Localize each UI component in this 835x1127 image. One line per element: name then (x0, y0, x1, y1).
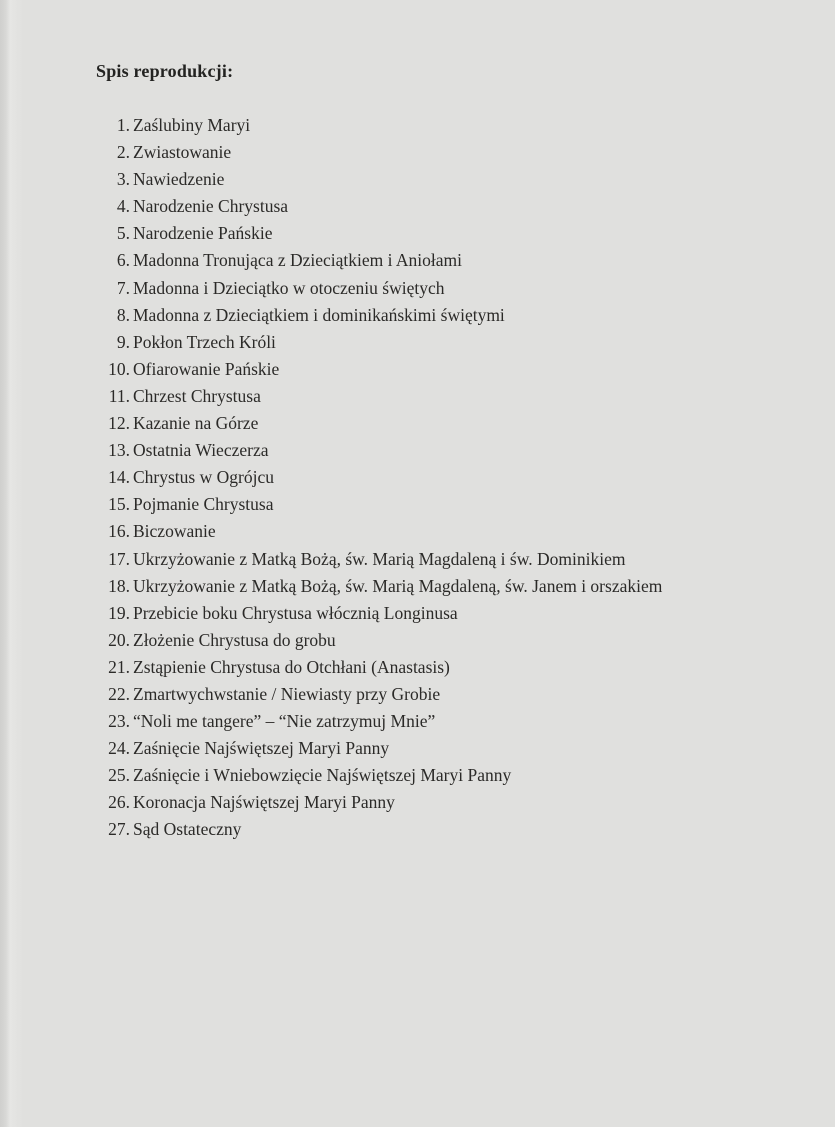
list-item-label: “Noli me tangere” – “Nie zatrzymuj Mnie” (133, 711, 436, 732)
list-item (96, 193, 662, 220)
list-item-label: Ukrzyżowanie z Matką Bożą, św. Marią Magdaleną i św. Dominikiem (133, 548, 626, 569)
list-item (96, 573, 662, 600)
list-item-label: Złożenie Chrystusa do grobu (133, 629, 336, 650)
list-item-label: Chrystus w Ogrójcu (133, 467, 274, 488)
list-item-number: 7. (116, 277, 130, 298)
list-item-label: Sąd Ostateczny (133, 819, 242, 840)
list-item (96, 329, 662, 356)
list-item-label: Koronacja Najświętszej Maryi Panny (133, 792, 395, 813)
list-item-label: Narodzenie Chrystusa (133, 196, 289, 217)
list-item-number: 15. (108, 494, 130, 515)
list-item-label: Zmartwychwstanie / Niewiasty przy Grobie (133, 683, 441, 704)
list-item (96, 275, 662, 302)
list-item-label: Zaśnięcie Najświętszej Maryi Panny (133, 738, 390, 759)
list-item (96, 789, 662, 816)
list-item (96, 166, 662, 193)
list-item-label: Pojmanie Chrystusa (133, 494, 274, 515)
list-item-number: 22. (108, 683, 130, 704)
list-item (96, 464, 662, 491)
list-item-label: Nawiedzenie (133, 169, 225, 190)
list-item-label: Narodzenie Pańskie (133, 223, 273, 244)
list-item (96, 762, 662, 789)
list-item-number: 21. (108, 656, 130, 677)
list-item (96, 546, 662, 573)
reproduction-list (96, 112, 662, 844)
list-item-number: 20. (108, 629, 130, 650)
list-item (96, 627, 662, 654)
list-item-number: 25. (108, 765, 130, 786)
list-item-number: 24. (108, 738, 130, 759)
list-item-number: 14. (108, 467, 130, 488)
list-item (96, 139, 662, 166)
list-item-label: Biczowanie (133, 521, 216, 542)
list-item-number: 27. (108, 819, 130, 840)
list-item-label: Ostatnia Wieczerza (133, 440, 269, 461)
list-item (96, 518, 662, 545)
list-item-label: Chrzest Chrystusa (133, 385, 261, 406)
list-item-label: Kazanie na Górze (133, 413, 259, 434)
list-item-number: 18. (108, 575, 130, 596)
list-item (96, 383, 662, 410)
list-item-number: 2. (116, 142, 130, 163)
list-item (96, 600, 662, 627)
list-item-number: 1. (116, 115, 130, 135)
list-item-label: Madonna z Dzieciątkiem i dominikańskimi świętymi (133, 304, 505, 325)
list-item-number: 17. (108, 548, 130, 569)
list-item-number: 9. (116, 331, 130, 352)
list-item-label: Pokłon Trzech Króli (133, 331, 276, 352)
list-item (96, 816, 662, 843)
list-item-label: Madonna Tronująca z Dzieciątkiem i Aniołami (133, 250, 463, 271)
list-item-number: 6. (116, 250, 130, 271)
list-item-label: Zstąpienie Chrystusa do Otchłani (Anastasis) (133, 656, 450, 677)
list-item-number: 13. (108, 440, 130, 461)
list-item (96, 220, 662, 247)
list-item-label: Madonna i Dzieciątko w otoczeniu świętych (133, 277, 445, 298)
list-item (96, 410, 662, 437)
list-item-number: 4. (116, 196, 130, 217)
list-item-number: 8. (116, 304, 130, 325)
list-item-number: 23. (108, 711, 130, 732)
list-item-number: 26. (108, 792, 130, 813)
list-item-number: 12. (108, 413, 130, 434)
scanned-page-edge-shadow (0, 0, 24, 1127)
list-item-number: 19. (108, 602, 130, 623)
list-item-label: Zwiastowanie (133, 142, 232, 163)
list-item (96, 356, 662, 383)
list-item (96, 735, 662, 762)
list-item-label: Ukrzyżowanie z Matką Bożą, św. Marią Magdaleną, św. Janem i orszakiem (133, 575, 663, 596)
list-item (96, 112, 662, 139)
list-item-label: Zaśnięcie i Wniebowzięcie Najświętszej Maryi Panny (133, 765, 512, 786)
list-item (96, 437, 662, 464)
list-item (96, 247, 662, 274)
list-item-number: 16. (108, 521, 130, 542)
list-item (96, 681, 662, 708)
list-item-number: 3. (116, 169, 130, 190)
list-item-label: Przebicie boku Chrystusa włócznią Longinusa (133, 602, 458, 623)
list-item-label: Zaślubiny Maryi (133, 115, 251, 135)
list-item (96, 708, 662, 735)
list-item (96, 491, 662, 518)
page-title: Spis reprodukcji: (96, 61, 234, 81)
list-item-number: 10. (108, 358, 130, 379)
list-item (96, 302, 662, 329)
list-item-number: 11. (108, 385, 130, 406)
list-item (96, 654, 662, 681)
list-item-label: Ofiarowanie Pańskie (133, 358, 280, 379)
list-item-number: 5. (116, 223, 130, 244)
